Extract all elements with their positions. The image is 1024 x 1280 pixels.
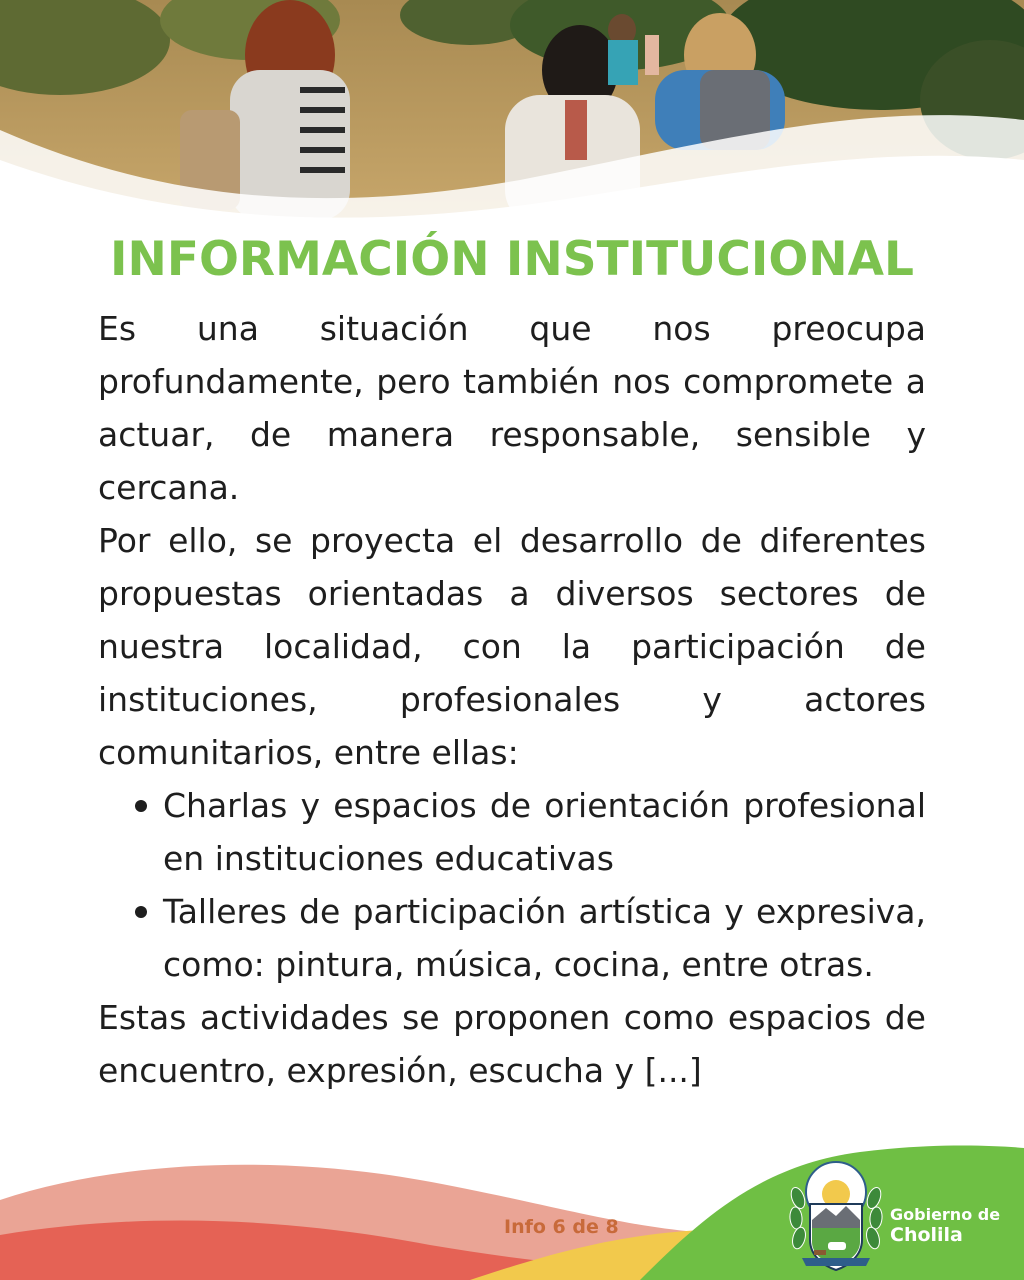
brand-line-2: Cholila <box>890 1224 963 1246</box>
municipal-seal-logo <box>788 1158 884 1272</box>
closing-paragraph: Estas actividades se proponen como espacios de encuentro, expresión, escucha y [...] <box>98 998 926 1090</box>
projection-paragraph: Por ello, se proyecta el desarrollo de diferentes propuestas orientadas a diversos sectores de nuestra localidad, con la participación de instituciones, profesionales y actores comunitarios, entre ellas: <box>98 521 926 772</box>
body-text <box>98 302 926 1097</box>
list-item-text: Charlas y espacios de orientación profesional en instituciones educativas <box>163 786 926 878</box>
header-photo <box>0 0 1024 230</box>
bullet-icon <box>135 800 147 812</box>
brand-name <box>890 1204 1000 1246</box>
intro-paragraph: Es una situación que nos preocupa profundamente, pero también nos compromete a actuar, de manera responsable, sensible y cercana. <box>98 309 926 507</box>
list-item <box>98 885 926 991</box>
page-counter: Info 6 de 8 <box>504 1216 619 1238</box>
page-title: INFORMACIÓN INSTITUCIONAL <box>110 232 914 287</box>
activity-list <box>98 779 926 991</box>
list-item-text: Talleres de participación artística y expresiva, como: pintura, música, cocina, entre otras. <box>163 892 926 984</box>
bullet-icon <box>135 906 147 918</box>
list-item <box>98 779 926 885</box>
brand-line-1: Gobierno de <box>890 1205 1001 1224</box>
